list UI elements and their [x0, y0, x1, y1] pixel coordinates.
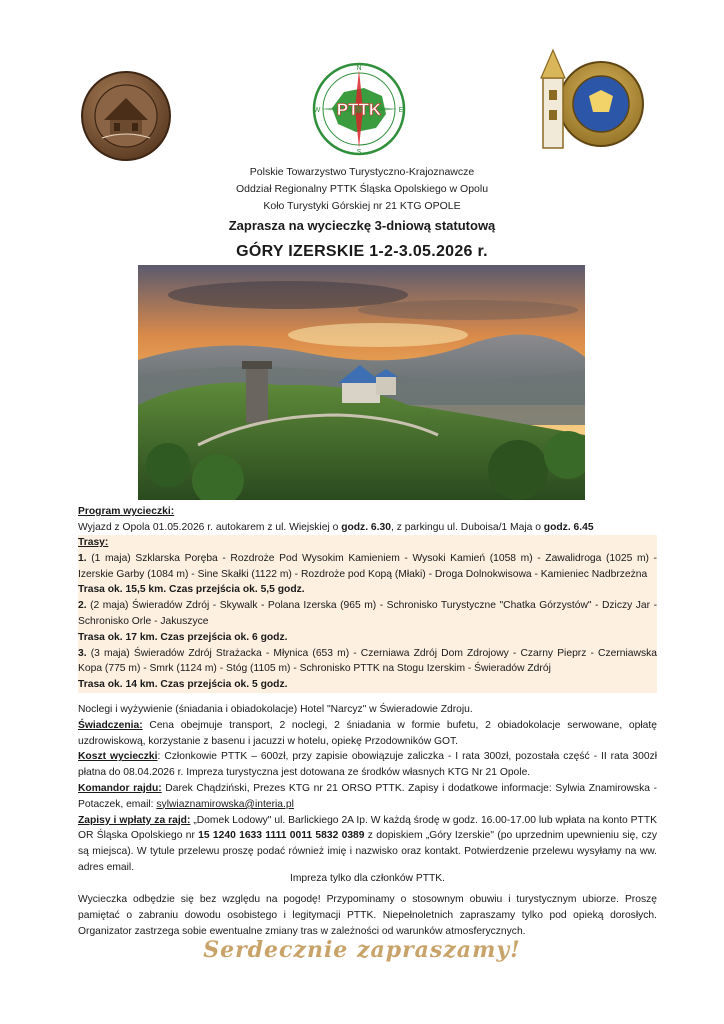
cost-text: : Członkowie PTTK – 600zł, przy zapisie obowiązuje zaliczka - I rata 300zł, pozostała część - II rata 300zł płatna do 08.04.2026 r. Impreza turystyczna jest dotowana ze środków własnych KTG Nr 21 Opole.	[78, 751, 657, 779]
route-day3-summary: Trasa ok. 14 km. Czas przejścia ok. 5 godz.	[78, 679, 288, 691]
pttk-compass-logo	[312, 62, 406, 156]
route-day2-summary: Trasa ok. 17 km. Czas przejścia ok. 6 godz.	[78, 631, 288, 643]
closing-paragraph: Wycieczka odbędzie się bez względu na pogodę! Przypominamy o stosownym obuwiu i turystycznym ubiorze. Proszę pamiętać o zabraniu dowodu osobistego i legitymacji PTTK. Niepełnoletnich zapraszamy tylko pod opieką dorosłych. Organizator zastrzega sobie ewentualne zmiany tras w zależności od warunków atmosferycznych.	[78, 894, 657, 937]
departure-line	[78, 520, 657, 536]
org-name-line2: Oddział Regionalny PTTK Śląska Opolskiego w Opolu	[235, 183, 489, 195]
pttk-logo-text: PTTK	[336, 100, 382, 119]
services-label: Świadczenia:	[78, 719, 143, 731]
invite-line: Zaprasza na wycieczkę 3-dniową statutową	[228, 218, 496, 233]
route-day3-num: 3.	[78, 647, 87, 659]
org-name-line3: Koło Turystyki Górskiej nr 21 KTG OPOLE	[263, 200, 461, 212]
compass-s: S	[356, 149, 362, 156]
compass-n: N	[356, 65, 362, 72]
departure-time-1: godz. 6.30	[341, 521, 391, 533]
members-only-note: Impreza tylko dla członków PTTK.	[289, 873, 446, 884]
commander-paragraph	[78, 781, 657, 813]
route-day2-num: 2.	[78, 600, 87, 612]
services-text: Cena obejmuje transport, 2 noclegi, 2 śniadania w formie bufetu, 2 obiadokolacje serwowane, opłatę uzdrowiskową, korzystanie z basenu i jacuzzi w hotelu, opiekę Przodowników GOT.	[78, 719, 657, 747]
compass-e: E	[398, 107, 404, 114]
program-heading: Program wycieczki:	[78, 506, 175, 517]
cost-label: Koszt wycieczki	[78, 751, 158, 763]
commander-text: Darek Chądziński, Prezes KTG nr 21 ORSO PTTK. Zapisy i dodatkowe informacje: Sylwia Znamirowska -Potaczek, email:	[78, 782, 657, 810]
services-paragraph	[78, 718, 657, 750]
route-day1	[78, 551, 657, 583]
lodging-line: Noclegi i wyżywienie (śniadania i obiadokolacje) Hotel "Narcyz" w Świeradowie Zdroju.	[78, 704, 473, 715]
closing-section	[78, 892, 657, 939]
cost-paragraph	[78, 749, 657, 781]
routes-heading: Trasy:	[78, 537, 109, 548]
page-title: GÓRY IZERSKIE 1-2-3.05.2026 r.	[236, 243, 488, 260]
mountain-sunset-photo	[138, 265, 585, 500]
route-day3	[78, 646, 657, 678]
route-day1-text: (1 maja) Szklarska Poręba - Rozdroże Pod Wysokim Kamieniem - Wysoki Kamień (1058 m) - Zawalidroga (1025 m) - Izerskie Garby (1084 m) - Sine Skałki (1122 m) - Rozdroże pod Kopą (Młaki) - Droga Dolnokwisowa - Kamieniec Nadbrzeżna	[78, 552, 657, 580]
route-day1-num: 1.	[78, 552, 87, 564]
signup-text-b: z dopiskiem „Góry Izerskie" (po uprzednim upewnieniu się, czy są miejsca). W tytule przelewu proszę podać również imię i nazwisko oraz kontakt. Potwierdzenie przelewu wysyłamy na ww. adres email.	[78, 830, 657, 873]
route-day1-summary: Trasa ok. 15,5 km. Czas przejścia ok. 5,5 godz.	[78, 584, 305, 596]
regional-badge-logo	[80, 70, 172, 162]
details-section	[78, 702, 657, 876]
ktg-opole-tower-badge	[535, 46, 647, 158]
email-link[interactable]: sylwiaznamirowska@interia.pl	[156, 798, 294, 810]
signup-text-a: „Domek Lodowy" ul. Barlickiego 2A Ip. W każdą środę w godz. 16.00-17.00 lub wpłata na konto PTTK OR Śląska Opolskiego nr	[78, 814, 657, 842]
departure-text-a: Wyjazd z Opola 01.05.2026 r. autokarem z ul. Wiejskiej o	[78, 521, 342, 533]
route-day2-text: (2 maja) Świeradów Zdrój - Skywalk - Polana Izerska (965 m) - Schronisko Turystyczne "Chatka Górzystów" - Dziczy Jar - Schronisko Orle - Jakuszyce	[78, 600, 657, 627]
signup-paragraph	[78, 813, 657, 876]
compass-w: W	[313, 107, 321, 114]
org-name-line1: Polskie Towarzystwo Turystyczno-Krajoznawcze	[249, 166, 475, 178]
signup-label: Zapisy i wpłaty za rajd:	[78, 814, 191, 826]
signoff-text: Serdecznie zapraszamy!	[203, 937, 521, 963]
bank-account-number: 15 1240 1633 1111 0011 5832 0389	[198, 830, 365, 842]
commander-label: Komandor rajdu:	[78, 782, 162, 794]
departure-time-2: godz. 6.45	[543, 521, 594, 533]
routes-section	[78, 535, 657, 693]
departure-text-b: , z parkingu ul. Duboisa/1 Maja o	[390, 521, 544, 533]
program-section	[78, 504, 657, 536]
route-day3-text: (3 maja) Świeradów Zdrój Strażacka - Młynica (653 m) - Czerniawa Zdrój Dom Zdrojowy - Czarny Pieprz - Czerniawska Kopa (775 m) - Smrk (1124 m) - Stóg (1105 m) - Schronisko PTTK na Stogu Izerskim - Świeradów Zdrój	[78, 647, 657, 675]
route-day2	[78, 598, 657, 630]
